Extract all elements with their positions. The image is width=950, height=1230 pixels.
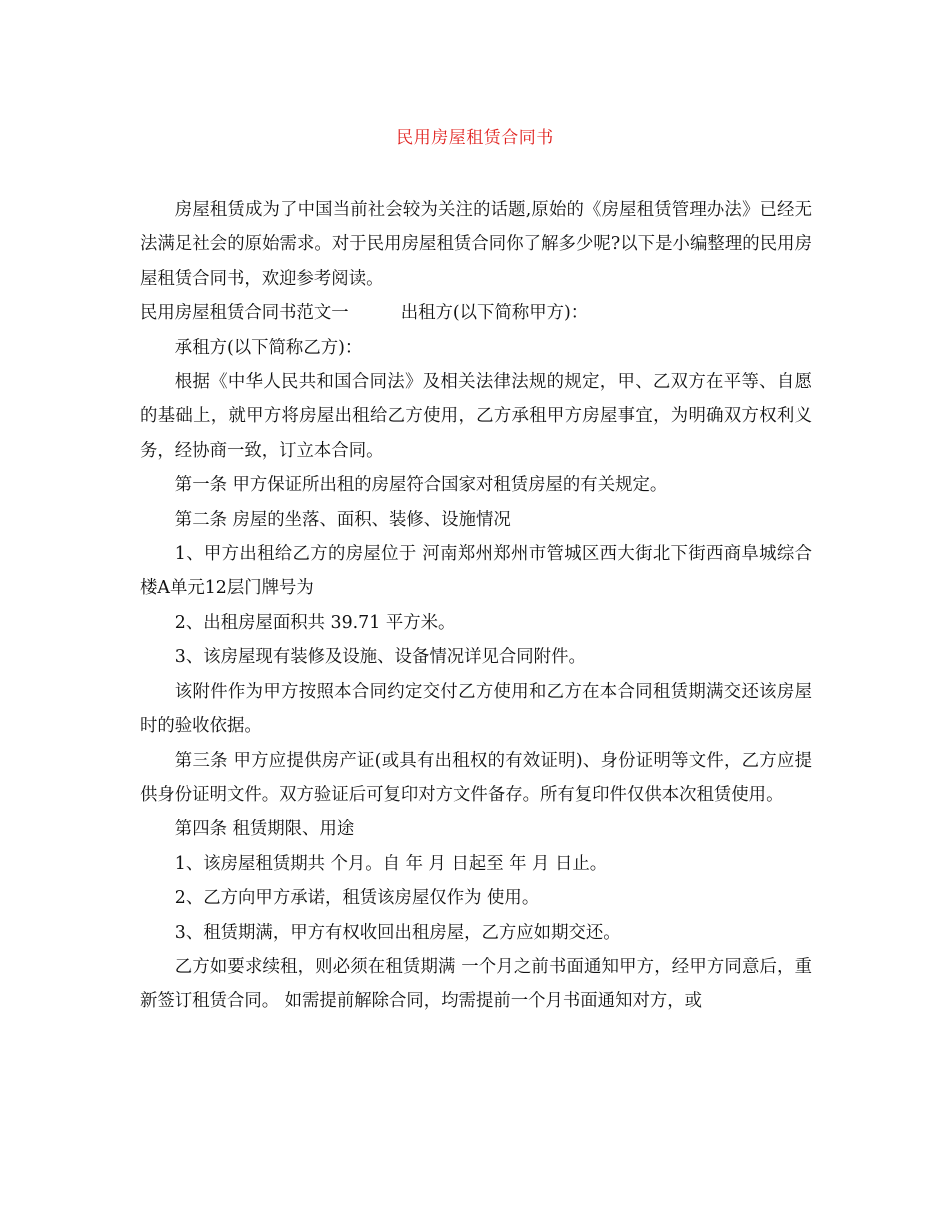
article-3: 第三条 甲方应提供房产证(或具有出租权的有效证明)、身份证明等文件，乙方应提供身份证明文件。双方验证后可复印对方文件备存。所有复印件仅供本次租赁使用。 [140, 750, 812, 805]
article-2-item-3: 3、该房屋现有装修及设施、设备情况详见合同附件。 [174, 647, 586, 668]
sample-heading: 民用房屋租赁合同书范文一 [140, 303, 349, 324]
lessee-line: 承租方(以下简称乙方)： [174, 337, 363, 358]
article-1: 第一条 甲方保证所出租的房屋符合国家对租赁房屋的有关规定。 [174, 475, 668, 496]
article-4-renewal: 乙方如要求续租，则必须在租赁期满 一个月之前书面通知甲方，经甲方同意后，重新签订租赁合同。 如需提前解除合同，均需提前一个月书面通知对方，或 [140, 956, 812, 1012]
lessor-line: 出租方(以下简称甲方)： [400, 303, 589, 324]
article-4-title: 第四条 租赁期限、用途 [174, 819, 355, 840]
document-title: 民用房屋租赁合同书 [396, 128, 554, 148]
article-4-item-1: 1、该房屋租赁期共 个月。自 年 月 日起至 年 月 日止。 [174, 853, 608, 874]
article-4-item-2: 2、乙方向甲方承诺，租赁该房屋仅作为 使用。 [174, 888, 540, 909]
article-4-item-3: 3、租赁期满，甲方有权收回出租房屋，乙方应如期交还。 [174, 922, 621, 943]
article-2-note: 该附件作为甲方按照本合同约定交付乙方使用和乙方在本合同租赁期满交还该房屋时的验收依据。 [140, 681, 812, 737]
article-2-title: 第二条 房屋的坐落、面积、装修、设施情况 [174, 509, 511, 530]
article-2-item-2: 2、出租房屋面积共 39.71 平方米。 [174, 612, 456, 633]
sample-heading-line [140, 296, 812, 330]
preamble-paragraph: 根据《中华人民共和国合同法》及相关法律法规的规定，甲、乙双方在平等、自愿的基础上，就甲方将房屋出租给乙方使用，乙方承租甲方房屋事宜，为明确双方权利义务，经协商一致，订立本合同。 [140, 372, 812, 461]
document-body [140, 193, 812, 1019]
article-2-item-1: 1、甲方出租给乙方的房屋位于 河南郑州郑州市管城区西大街北下街西商阜城综合楼A单元12层门牌号为 [140, 544, 812, 599]
intro-paragraph: 房屋租赁成为了中国当前社会较为关注的话题,原始的《房屋租赁管理办法》已经无法满足社会的原始需求。对于民用房屋租赁合同你了解多少呢?以下是小编整理的民用房屋租赁合同书，欢迎参考阅读。 [140, 200, 812, 289]
